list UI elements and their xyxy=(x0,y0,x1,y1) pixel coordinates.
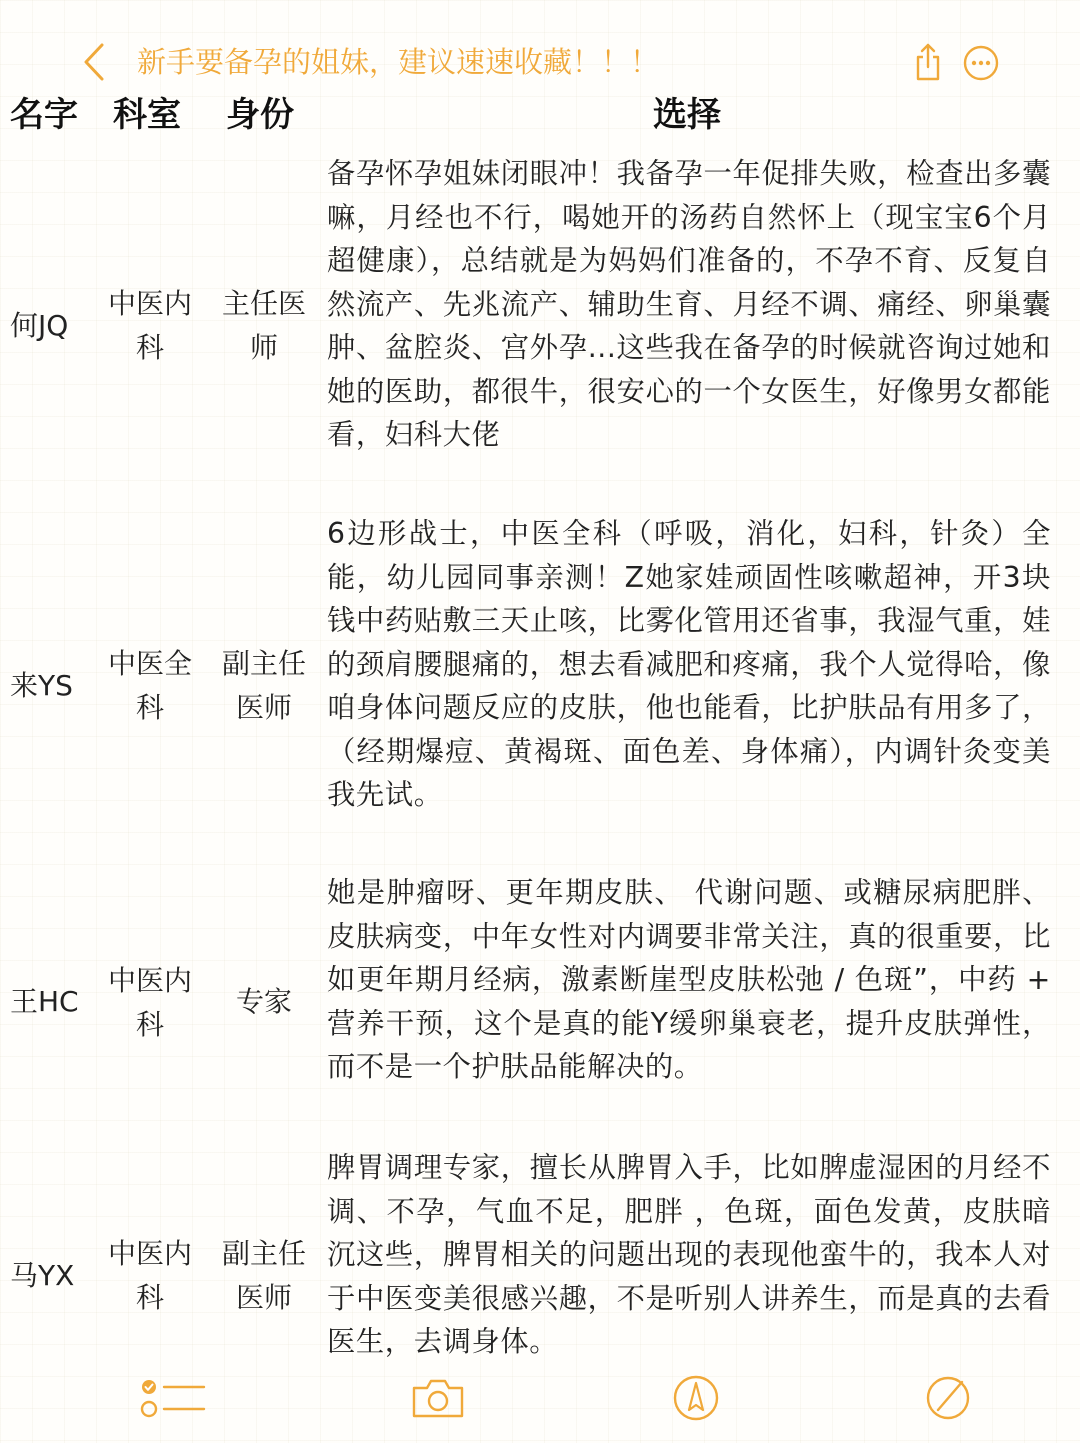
doctor-name: 马YX xyxy=(10,1259,75,1292)
doctor-name: 来YS xyxy=(10,669,73,702)
share-button[interactable] xyxy=(908,40,948,84)
compass-icon xyxy=(672,1374,720,1422)
header-desc: 选择 xyxy=(653,95,721,135)
compose-button[interactable] xyxy=(920,1372,976,1424)
header-title: 身份 xyxy=(226,95,294,135)
doctor-name: 王HC xyxy=(10,985,79,1018)
camera-icon xyxy=(410,1376,466,1420)
share-icon xyxy=(913,42,943,82)
doctor-dept: 中医内科 xyxy=(107,1237,192,1314)
doctor-desc: 6边形战士，中医全科（呼吸，消化，妇科，针灸）全能，幼儿园同事亲测！Z她家娃顽固性咳嗽超神，开3块钱中药贴敷三天止咳，比雾化管用还省事，我湿气重，娃的颈肩腰腿痛的，想去看减肥和疼痛，我个人觉得哈，像咱身体问题反应的皮肤，他也能看，比护肤品有用多了，（经期爆痘、黄褐斑、面色差、身体痛），内调针灸变美我先试。 xyxy=(327,517,1051,811)
doctor-desc: 她是肿瘤呀、更年期皮肤、 代谢问题、或糖尿病肥胖、 皮肤病变，中年女性对内调要非常关注，真的很重要，比如更年期月经病，激素断崖型皮肤松弛 / 色斑”，中药 + 营养干预，这个是真的能Y缓卵巢衰老，提升皮肤弹性，而不是一个护肤品能解决的。 xyxy=(327,876,1051,1083)
header-name: 名字 xyxy=(10,95,78,135)
camera-button[interactable] xyxy=(408,1372,468,1424)
doctor-title: 副主任医师 xyxy=(221,1237,306,1314)
doctor-desc: 备孕怀孕姐妹闭眼冲！我备孕一年促排失败，检查出多囊嘛，月经也不行，喝她开的汤药自然怀上（现宝宝6个月超健康），总结就是为妈妈们准备的，不孕不育、反复自然流产、先兆流产、辅助生育、月经不调、痛经、卵巢囊肿、盆腔炎、宫外孕...这些我在备孕的时候就咨询过她和她的医助，都很牛，很安心的一个女医生，好像男女都能看，妇科大佬 xyxy=(327,157,1051,451)
checklist-icon xyxy=(138,1376,208,1420)
header-dept: 科室 xyxy=(113,95,181,135)
nav-bar xyxy=(0,30,1080,94)
chevron-left-icon xyxy=(81,42,107,82)
checklist-button[interactable] xyxy=(138,1372,208,1424)
compose-icon xyxy=(924,1374,972,1422)
doctor-dept: 中医内科 xyxy=(107,964,192,1041)
more-button[interactable] xyxy=(962,44,1000,82)
doctor-title: 副主任医师 xyxy=(221,647,306,724)
back-button[interactable] xyxy=(72,40,116,84)
doctor-name: 何JQ xyxy=(10,309,69,342)
doctor-title: 专家 xyxy=(235,985,292,1018)
more-icon xyxy=(963,45,999,81)
bottom-toolbar xyxy=(0,1362,1080,1434)
compass-button[interactable] xyxy=(668,1372,724,1424)
doctor-dept: 中医全科 xyxy=(107,647,192,724)
note-title: 新手要备孕的姐妹，建议速速收藏！！！ xyxy=(137,45,660,79)
doctor-dept: 中医内科 xyxy=(107,287,192,364)
doctor-desc: 脾胃调理专家，擅长从脾胃入手，比如脾虚湿困的月经不调、不孕，气血不足，肥胖 ，色斑，面色发黄，皮肤暗沉这些，脾胃相关的问题出现的表现他蛮牛的，我本人对于中医变美很感兴趣，不是听别人讲养生，而是真的去看医生，去调身体。 xyxy=(327,1151,1051,1358)
doctor-title: 主任医师 xyxy=(221,287,306,364)
